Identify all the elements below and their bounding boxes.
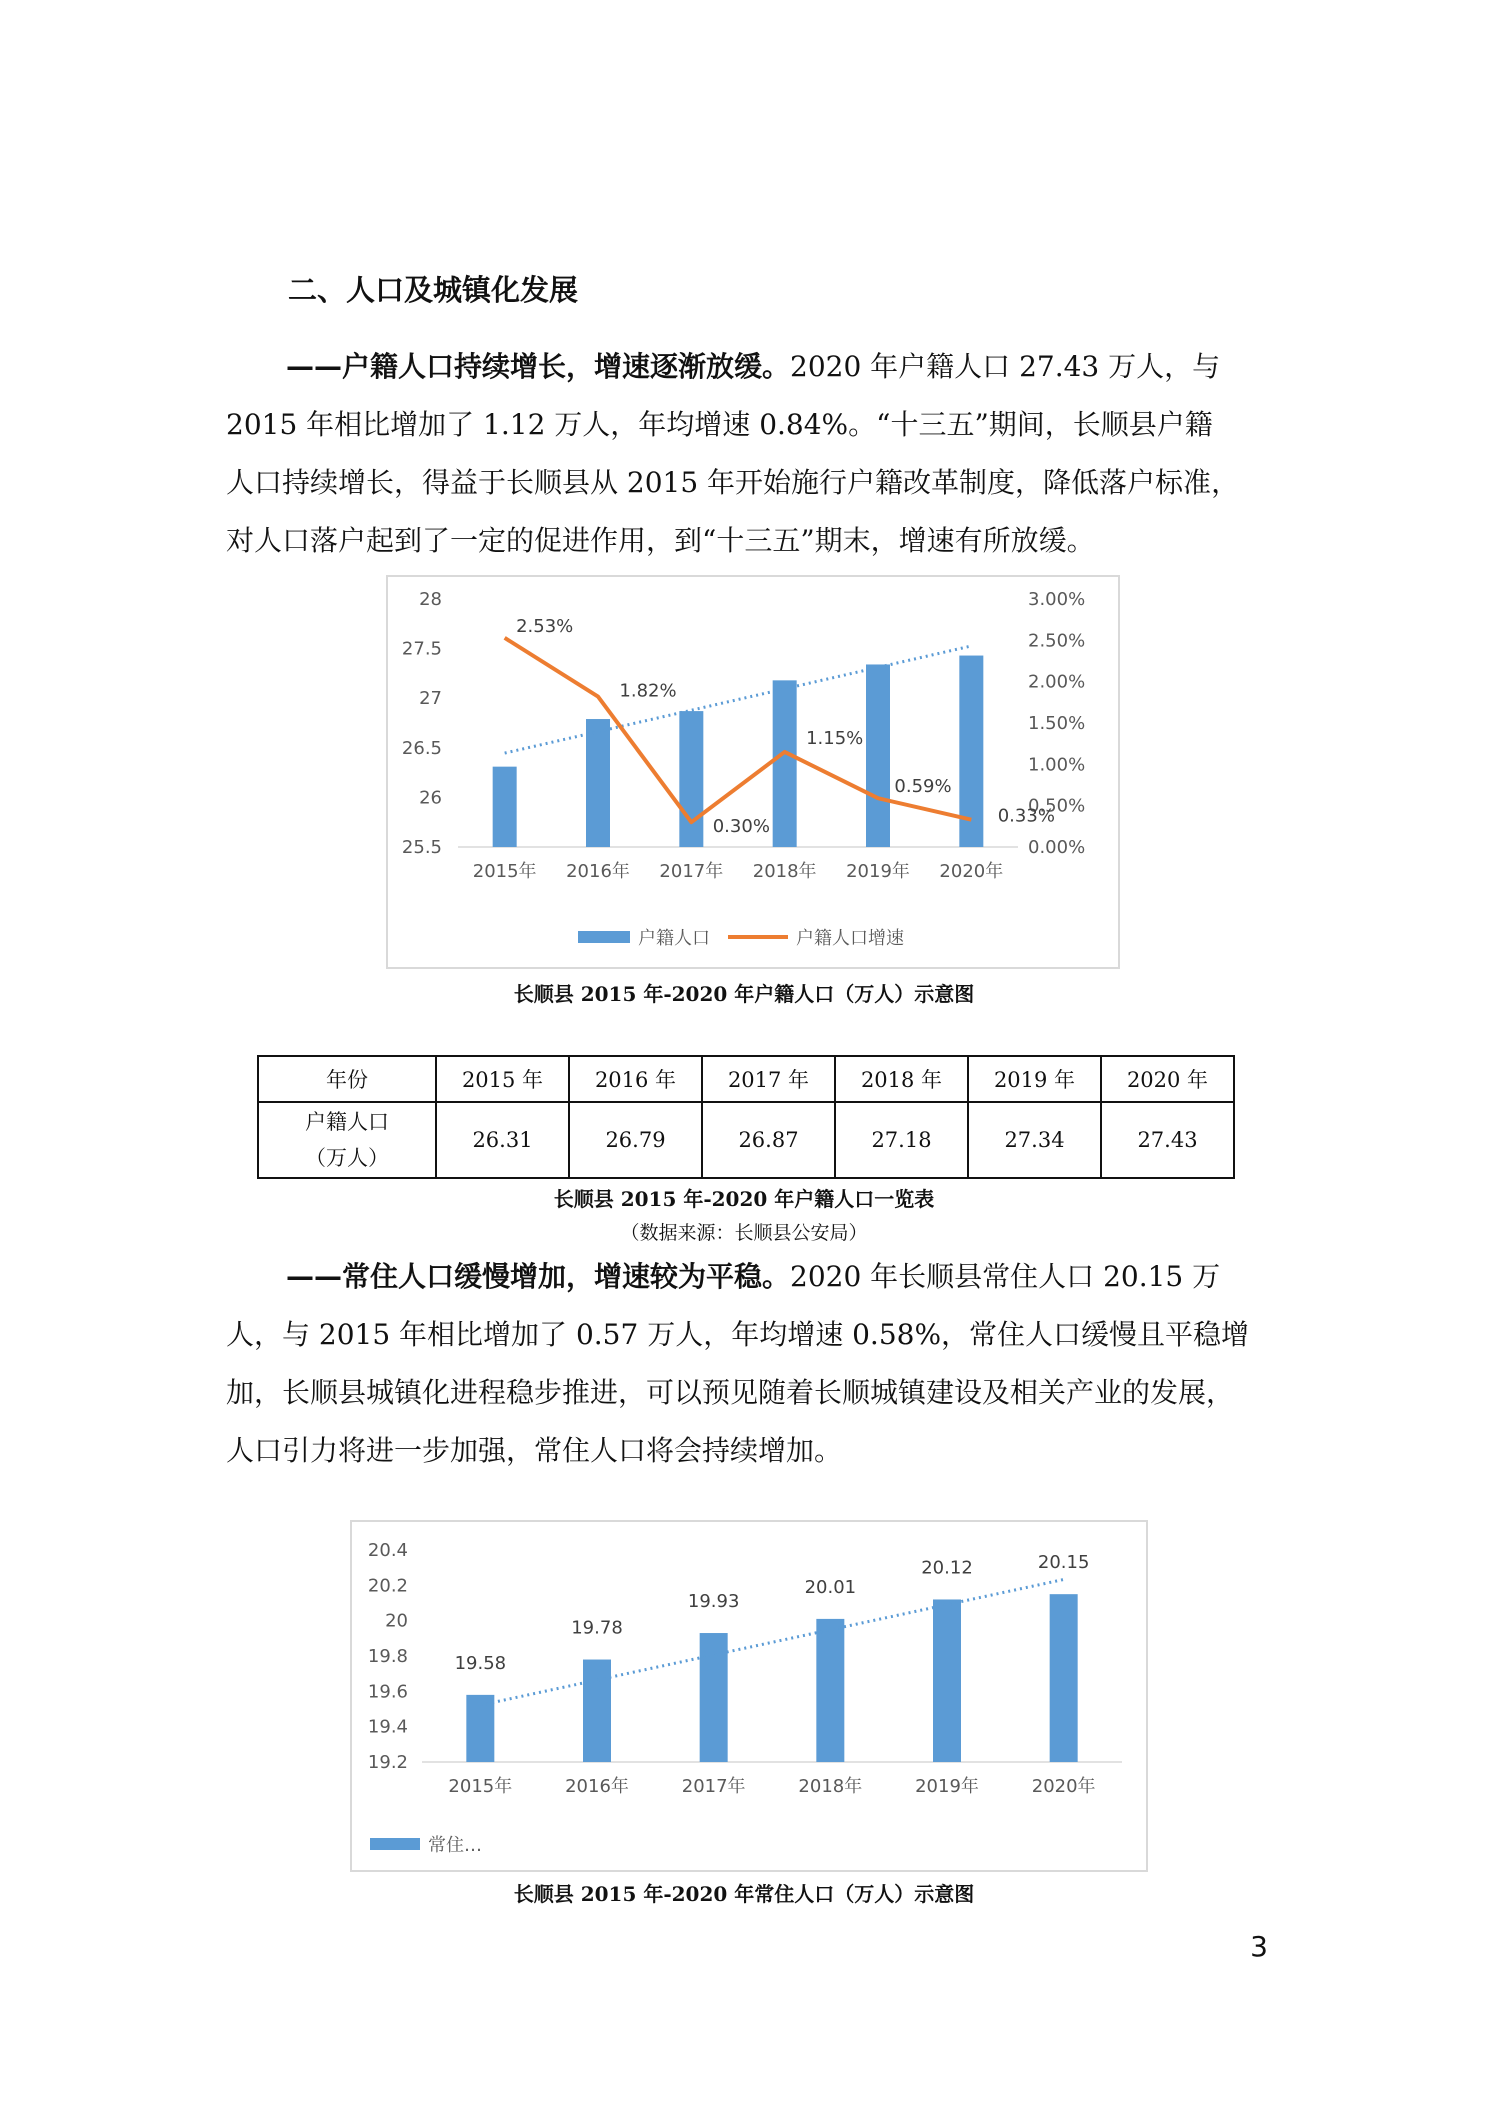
x-tick-label: 2016年: [566, 861, 630, 882]
table-year-cell: 2015 年: [436, 1056, 569, 1102]
bar: [586, 719, 610, 847]
y2-tick-label: 1.50%: [1028, 713, 1086, 734]
section-heading: 二、人口及城镇化发展: [288, 273, 579, 307]
table-value-cell: 27.34: [968, 1102, 1101, 1178]
data-label: 19.58: [454, 1652, 507, 1674]
y-tick-label: 27.5: [401, 638, 442, 660]
table-value-cell: 26.79: [569, 1102, 702, 1178]
table-value-cell: 26.87: [702, 1102, 835, 1178]
y2-tick-label: 0.00%: [1028, 837, 1086, 858]
paragraph-lead: ——户籍人口持续增长，增速逐渐放缓。: [286, 350, 791, 383]
y-tick-label: 27: [419, 688, 442, 710]
x-tick-label: 2016年: [565, 1776, 629, 1797]
table-year-cell: 2016 年: [569, 1056, 702, 1102]
paragraph-lead: ——常住人口缓慢增加，增速较为平稳。: [286, 1260, 791, 1293]
bar: [816, 1619, 844, 1762]
bar: [773, 680, 797, 847]
table-value-cell: 26.31: [436, 1102, 569, 1178]
paragraph-household-population: [226, 338, 1276, 570]
household-population-table: [257, 1055, 1235, 1179]
chart2-caption: 长顺县 2015 年-2020 年常住人口（万人）示意图: [513, 1882, 975, 1906]
y-tick-label: 19.8: [367, 1646, 408, 1667]
y2-tick-label: 1.00%: [1028, 754, 1086, 776]
table-row: [258, 1102, 1234, 1178]
paragraph-line: 对人口落户起到了一定的促进作用，到“十三五”期末，增速有所放缓。: [226, 524, 1095, 557]
table-row: [258, 1056, 1234, 1102]
data-label: 19.93: [687, 1591, 740, 1613]
data-label: 19.78: [571, 1617, 623, 1639]
table-year-cell: 2020 年: [1101, 1056, 1234, 1102]
y-tick-label: 20.2: [367, 1575, 408, 1597]
paragraph-resident-population: [226, 1248, 1276, 1480]
trendline: [480, 1576, 1063, 1705]
paragraph-line: [226, 338, 1276, 396]
bar: [933, 1599, 961, 1762]
table-source: （数据来源：长顺县公安局）: [620, 1222, 868, 1244]
paragraph-text: 2020 年户籍人口 27.43 万人，与: [790, 350, 1221, 383]
page-number: 3: [1250, 1930, 1268, 1963]
y2-tick-label: 2.50%: [1028, 630, 1086, 652]
paragraph-line: [226, 1248, 1276, 1306]
chart2-svg: [352, 1522, 1146, 1870]
table-year-cell: 2017 年: [702, 1056, 835, 1102]
table-value-cell: 27.18: [835, 1102, 968, 1178]
y-tick-label: 19.4: [367, 1716, 408, 1738]
data-label: 0.59%: [894, 776, 952, 798]
y-tick-label: 20: [385, 1610, 408, 1632]
table-year-cell: 2019 年: [968, 1056, 1101, 1102]
table-header-cell: 年份: [258, 1056, 436, 1102]
x-tick-label: 2018年: [798, 1776, 863, 1797]
table-row-label-line2: （万人）: [305, 1146, 389, 1170]
y-tick-label: 25.5: [401, 837, 442, 858]
y2-tick-label: 0.50%: [1028, 795, 1086, 817]
paragraph-text: 2020 年长顺县常住人口 20.15 万: [790, 1260, 1221, 1293]
bar: [1050, 1594, 1078, 1762]
bar: [679, 711, 703, 847]
legend-label: 常住…: [428, 1835, 482, 1856]
chart1-svg: [388, 577, 1118, 967]
paragraph-line: 人，与 2015 年相比增加了 0.57 万人，年均增速 0.58%，常住人口缓慢且平稳增: [226, 1318, 1250, 1351]
table-caption: 长顺县 2015 年-2020 年户籍人口一览表: [553, 1187, 935, 1211]
y-tick-label: 19.2: [367, 1752, 408, 1773]
chart1-caption: 长顺县 2015 年-2020 年户籍人口（万人）示意图: [513, 982, 975, 1006]
x-tick-label: 2019年: [846, 861, 910, 882]
table-row-label: [258, 1102, 436, 1178]
table-value-cell: 27.43: [1101, 1102, 1234, 1178]
x-tick-label: 2015年: [472, 861, 537, 882]
y-tick-label: 19.6: [367, 1681, 408, 1703]
paragraph-line: 2015 年相比增加了 1.12 万人，年均增速 0.84%。“十三五”期间，长顺县户籍: [226, 408, 1213, 441]
data-label: 1.82%: [619, 680, 677, 702]
data-label: 2.53%: [516, 615, 574, 637]
household-population-chart: [386, 575, 1120, 969]
x-tick-label: 2019年: [915, 1776, 979, 1797]
legend-swatch: [370, 1838, 420, 1850]
bar: [493, 767, 517, 847]
bar: [700, 1633, 728, 1762]
y-tick-label: 26: [419, 787, 442, 809]
resident-population-chart: [350, 1520, 1148, 1872]
legend-label: 户籍人口增速: [796, 928, 904, 949]
y-tick-label: 20.4: [367, 1540, 408, 1561]
x-tick-label: 2018年: [752, 861, 817, 882]
trendline: [505, 646, 972, 753]
data-label: 20.15: [1037, 1552, 1090, 1574]
data-label: 20.01: [804, 1576, 857, 1598]
paragraph-line: 人口引力将进一步加强，常住人口将会持续增加。: [226, 1434, 843, 1467]
bar: [583, 1660, 611, 1762]
data-label: 1.15%: [806, 727, 864, 749]
data-label: 0.33%: [997, 805, 1055, 827]
legend-swatch: [578, 931, 630, 943]
bar: [866, 664, 890, 847]
x-tick-label: 2017年: [659, 861, 724, 882]
y-tick-label: 26.5: [401, 737, 442, 759]
data-label: 0.30%: [712, 816, 770, 838]
table-row-label-line1: 户籍人口: [305, 1110, 389, 1134]
x-tick-label: 2017年: [681, 1776, 746, 1797]
y-tick-label: 28: [419, 589, 442, 610]
paragraph-line: 人口持续增长，得益于长顺县从 2015 年开始施行户籍改革制度，降低落户标准，: [226, 466, 1240, 499]
y2-tick-label: 2.00%: [1028, 671, 1086, 693]
table-year-cell: 2018 年: [835, 1056, 968, 1102]
x-tick-label: 2015年: [448, 1776, 513, 1797]
y2-tick-label: 3.00%: [1028, 589, 1086, 610]
x-tick-label: 2020年: [939, 861, 1004, 882]
x-tick-label: 2020年: [1031, 1776, 1096, 1797]
data-label: 20.12: [921, 1557, 973, 1579]
legend-label: 户籍人口: [638, 928, 710, 949]
paragraph-line: 加，长顺县城镇化进程稳步推进，可以预见随着长顺城镇建设及相关产业的发展，: [226, 1376, 1235, 1409]
